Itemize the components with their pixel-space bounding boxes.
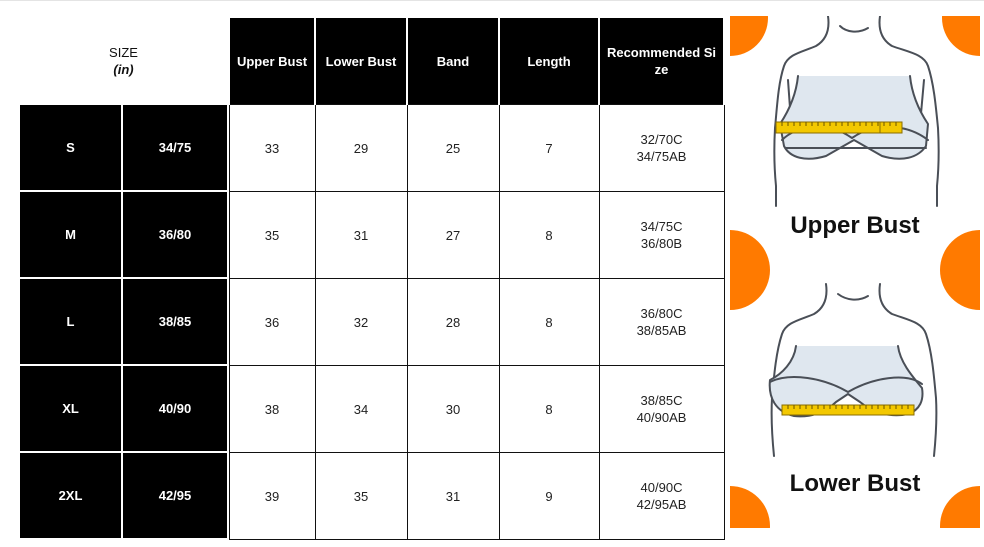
column-header-recommended-size: Recommended Size — [599, 18, 724, 105]
band-cell: 30 — [407, 366, 499, 453]
column-header-upper-bust: Upper Bust — [229, 18, 315, 105]
recommended-size-cell — [599, 279, 724, 366]
upper-bust-caption: Upper Bust — [790, 212, 920, 239]
size-code-grid — [20, 105, 227, 540]
recommended-size-primary: 36/80C — [640, 306, 683, 321]
recommended-size-cell — [599, 192, 724, 279]
table-row — [229, 192, 724, 279]
size-label: S — [20, 105, 123, 192]
lower-bust-measuring-tape-icon — [782, 405, 914, 415]
upper-bust-figure-icon — [774, 16, 938, 206]
size-header-label: SIZE — [109, 45, 138, 60]
recommended-size-cell — [599, 105, 724, 192]
column-header-lower-bust: Lower Bust — [315, 18, 407, 105]
upper-bust-cell: 35 — [229, 192, 315, 279]
lower-bust-caption: Lower Bust — [789, 470, 921, 497]
lower-bust-cell: 31 — [315, 192, 407, 279]
size-label: 2XL — [20, 453, 123, 540]
column-header-length: Length — [499, 18, 599, 105]
table-row — [229, 366, 724, 453]
band-cell: 27 — [407, 192, 499, 279]
size-header — [20, 18, 227, 104]
band-cell: 31 — [407, 453, 499, 540]
length-cell: 8 — [499, 279, 599, 366]
length-cell: 9 — [499, 453, 599, 540]
recommended-size-cell — [599, 453, 724, 540]
recommended-size-secondary: 42/95AB — [636, 497, 687, 512]
recommended-size-cell — [599, 366, 724, 453]
recommended-size-primary: 40/90C — [640, 480, 683, 495]
upper-bust-measuring-tape-icon — [776, 122, 902, 133]
size-row — [20, 453, 227, 540]
size-label: XL — [20, 366, 123, 453]
recommended-size-primary: 32/70C — [640, 132, 683, 147]
table-row — [229, 279, 724, 366]
table-row — [229, 105, 724, 192]
measurement-illustration-panel — [730, 16, 980, 528]
recommended-size-primary: 38/85C — [640, 393, 683, 408]
recommended-size-secondary: 38/85AB — [636, 323, 687, 338]
table-row — [229, 453, 724, 540]
size-row — [20, 366, 227, 453]
recommended-size-primary: 34/75C — [640, 219, 683, 234]
band-cell: 25 — [407, 105, 499, 192]
length-cell: 8 — [499, 366, 599, 453]
recommended-size-secondary: 36/80B — [640, 236, 683, 251]
band-cell: 28 — [407, 279, 499, 366]
size-code: 42/95 — [123, 453, 227, 540]
size-row — [20, 105, 227, 192]
measurement-table — [228, 18, 725, 540]
size-label: L — [20, 279, 123, 366]
size-header-unit: (in) — [113, 62, 134, 77]
lower-bust-cell: 32 — [315, 279, 407, 366]
lower-bust-figure-icon — [770, 284, 937, 456]
size-code: 38/85 — [123, 279, 227, 366]
table-header-row — [229, 18, 724, 105]
upper-bust-cell: 36 — [229, 279, 315, 366]
upper-bust-cell: 38 — [229, 366, 315, 453]
recommended-size-secondary: 34/75AB — [636, 149, 687, 164]
size-label: M — [20, 192, 123, 279]
size-row — [20, 279, 227, 366]
size-row — [20, 192, 227, 279]
size-code: 40/90 — [123, 366, 227, 453]
upper-bust-cell: 33 — [229, 105, 315, 192]
top-divider — [0, 0, 984, 1]
column-header-band: Band — [407, 18, 499, 105]
lower-bust-cell: 34 — [315, 366, 407, 453]
bust-illustration — [730, 16, 980, 528]
lower-bust-cell: 35 — [315, 453, 407, 540]
size-code: 34/75 — [123, 105, 227, 192]
recommended-size-secondary: 40/90AB — [636, 410, 687, 425]
length-cell: 7 — [499, 105, 599, 192]
upper-bust-cell: 39 — [229, 453, 315, 540]
lower-bust-cell: 29 — [315, 105, 407, 192]
length-cell: 8 — [499, 192, 599, 279]
size-code: 36/80 — [123, 192, 227, 279]
